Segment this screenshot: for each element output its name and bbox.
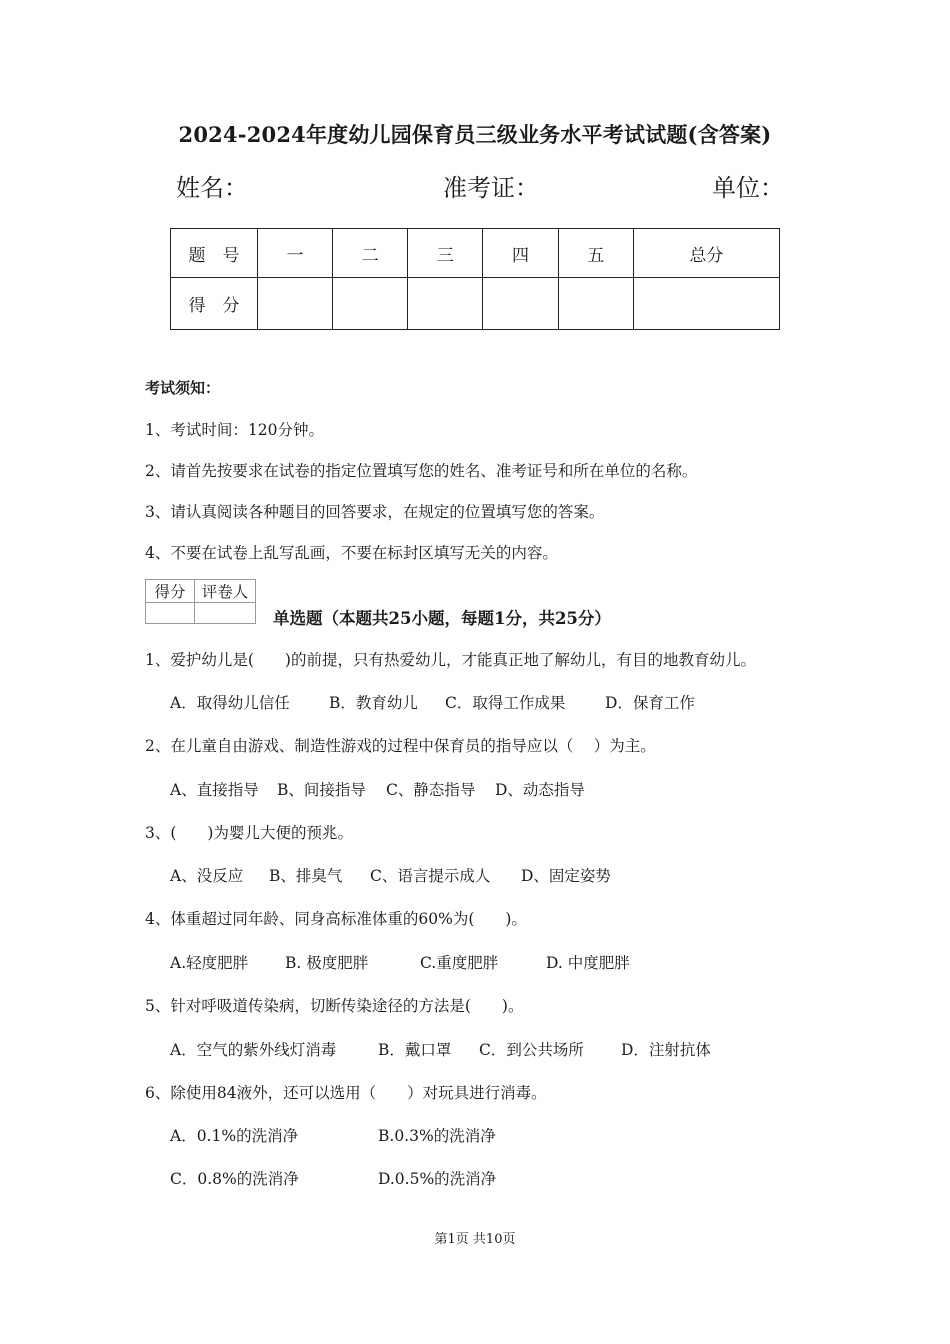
- question-4-option-d: D. 中度肥胖: [546, 954, 630, 972]
- question-1-option-b: B．教育幼儿: [329, 694, 418, 712]
- score-table-col-4: 四: [483, 229, 558, 278]
- question-3-option-d: D、固定姿势: [521, 867, 611, 885]
- question-5-option-d: D．注射抗体: [621, 1041, 711, 1059]
- grader-reviewer-cell: [195, 603, 256, 624]
- score-cell: [633, 278, 779, 330]
- score-table: [170, 228, 780, 330]
- question-5-option-b: B．戴口罩: [378, 1041, 452, 1059]
- score-table-col-total: 总分: [633, 229, 779, 278]
- grader-reviewer-label: 评卷人: [195, 580, 256, 603]
- question-1-option-a: A．取得幼儿信任: [170, 694, 290, 712]
- question-5-option-c: C．到公共场所: [479, 1041, 584, 1059]
- document-title: 2024-2024年度幼儿园保育员三级业务水平考试试题(含答案): [178, 122, 772, 147]
- question-1-option-d: D．保育工作: [605, 694, 695, 712]
- question-4-text: 4、体重超过同年龄、同身高标准体重的60%为( )。: [145, 910, 527, 928]
- question-4-option-c: C.重度肥胖: [420, 954, 499, 972]
- question-6-option-a: A．0.1%的洗消净: [170, 1127, 299, 1145]
- page-footer: 第1页 共10页: [434, 1232, 516, 1247]
- question-1-text: 1、爱护幼儿是( )的前提，只有热爱幼儿，才能真正地了解幼儿，有目的地教育幼儿。: [145, 651, 756, 669]
- question-6-text: 6、除使用84液外，还可以选用（ ）对玩具进行消毒。: [145, 1084, 547, 1102]
- name-field-label: 姓名：: [176, 174, 248, 202]
- question-3-option-c: C、语言提示成人: [370, 867, 491, 885]
- score-table-col-3: 三: [408, 229, 483, 278]
- grader-score-label: 得分: [146, 580, 195, 603]
- notice-item: 1、考试时间：120分钟。: [145, 421, 324, 439]
- score-cell: [483, 278, 558, 330]
- score-table-header-row: [171, 229, 780, 278]
- section-title: 单选题（本题共25小题，每题1分，共25分）: [273, 609, 611, 628]
- notice-item: 3、请认真阅读各种题目的回答要求，在规定的位置填写您的答案。: [145, 503, 605, 521]
- question-6-option-d: D.0.5%的洗消净: [378, 1170, 497, 1188]
- question-3-option-b: B、排臭气: [269, 867, 343, 885]
- exam-id-field-label: 准考证：: [443, 174, 539, 202]
- question-5-option-a: A．空气的紫外线灯消毒: [170, 1041, 337, 1059]
- question-2-text: 2、在儿童自由游戏、制造性游戏的过程中保育员的指导应以（ ）为主。: [145, 737, 656, 755]
- notice-item: 2、请首先按要求在试卷的指定位置填写您的姓名、准考证号和所在单位的名称。: [145, 462, 698, 480]
- score-table-col-5: 五: [558, 229, 633, 278]
- question-2-option-d: D、动态指导: [495, 781, 585, 799]
- score-table-row-label: 得 分: [171, 278, 258, 330]
- question-3-text: 3、( )为婴儿大便的预兆。: [145, 824, 353, 842]
- question-4-option-b: B. 极度肥胖: [285, 954, 369, 972]
- unit-field-label: 单位：: [712, 174, 784, 202]
- question-4-option-a: A.轻度肥胖: [170, 954, 249, 972]
- score-cell: [558, 278, 633, 330]
- score-table-col-1: 一: [258, 229, 333, 278]
- score-table-header-label: 题 号: [171, 229, 258, 278]
- grader-score-cell: [146, 603, 195, 624]
- score-table-score-row: [171, 278, 780, 330]
- score-table-col-2: 二: [333, 229, 408, 278]
- question-3-option-a: A、没反应: [170, 867, 244, 885]
- notice-item: 4、不要在试卷上乱写乱画，不要在标封区填写无关的内容。: [145, 544, 558, 562]
- grader-box: [145, 579, 256, 624]
- notice-heading: 考试须知：: [145, 379, 221, 397]
- score-cell: [333, 278, 408, 330]
- question-2-option-c: C、静态指导: [386, 781, 476, 799]
- score-cell: [408, 278, 483, 330]
- score-cell: [258, 278, 333, 330]
- question-5-text: 5、针对呼吸道传染病，切断传染途径的方法是( )。: [145, 997, 524, 1015]
- question-6-option-c: C．0.8%的洗消净: [170, 1170, 299, 1188]
- question-2-option-a: A、直接指导: [170, 781, 259, 799]
- question-6-option-b: B.0.3%的洗消净: [378, 1127, 496, 1145]
- question-2-option-b: B、间接指导: [277, 781, 366, 799]
- question-1-option-c: C．取得工作成果: [445, 694, 566, 712]
